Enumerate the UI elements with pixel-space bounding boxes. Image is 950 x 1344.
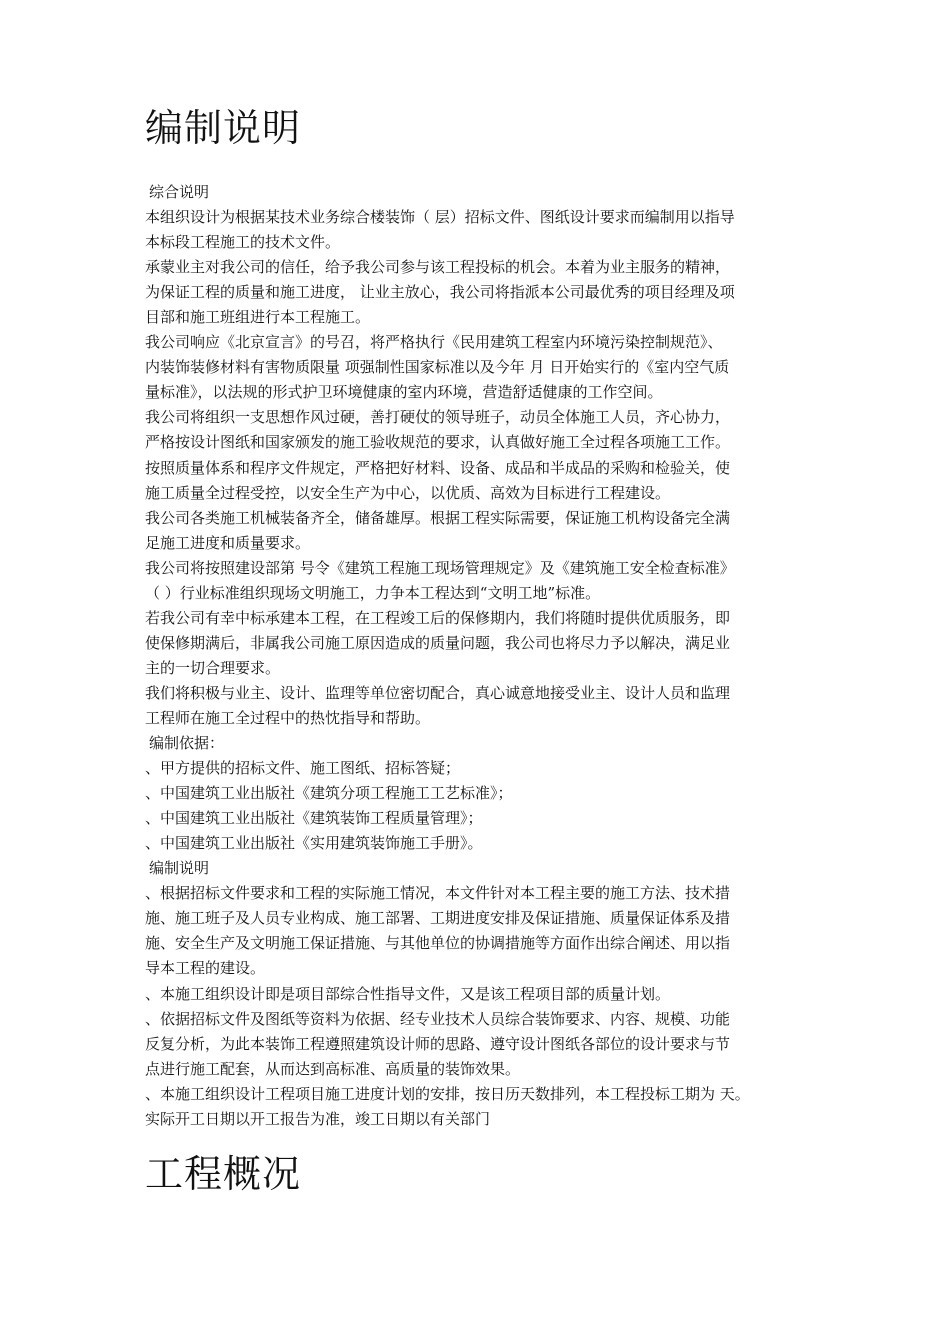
text-line: 导本工程的建设。 — [145, 959, 266, 978]
heading-project-overview: 工程概况 — [145, 1151, 302, 1196]
text-line: 点进行施工配套，从而达到高标准、高质量的装饰效果。 — [145, 1059, 521, 1078]
text-line: 足施工进度和质量要求。 — [145, 533, 311, 552]
text-line: 若我公司有幸中标承建本工程，在工程竣工后的保修期内，我们将随时提供优质服务，即 — [145, 608, 731, 627]
text-line: 目部和施工班组进行本工程施工。 — [145, 308, 371, 327]
text-line: 施、安全生产及文明施工保证措施、与其他单位的协调措施等方面作出综合阐述、用以指 — [145, 934, 731, 953]
heading-compilation-notes: 编制说明 — [145, 106, 302, 150]
text-line: 工程师在施工全过程中的热忱指导和帮助。 — [145, 708, 431, 727]
text-line: 我公司响应《北京宣言》的号召，将严格执行《民用建筑工程室内环境污染控制规范》、 — [145, 333, 723, 352]
text-line: 、依据招标文件及图纸等资料为依据、经专业技术人员综合装饰要求、内容、规模、功能 — [145, 1009, 731, 1028]
text-line: 严格按设计图纸和国家颁发的施工验收规范的要求，认真做好施工全过程各项施工工作。 — [145, 433, 731, 452]
text-line: 、甲方提供的招标文件、施工图纸、招标答疑； — [145, 759, 461, 778]
text-line: 为保证工程的质量和施工进度， 让业主放心，我公司将指派本公司最优秀的项目经理及项 — [145, 283, 735, 302]
text-line: 本标段工程施工的技术文件。 — [145, 233, 341, 252]
text-line: 、根据招标文件要求和工程的实际施工情况，本文件针对本工程主要的施工方法、技术措 — [145, 884, 731, 903]
text-line: 我公司各类施工机械装备齐全，储备雄厚。根据工程实际需要，保证施工机构设备完全满 — [145, 508, 731, 527]
text-line: 反复分析，为此本装饰工程遵照建筑设计师的思路、遵守设计图纸各部位的设计要求与节 — [145, 1034, 731, 1053]
section-label: 综合说明 — [149, 183, 210, 201]
text-line: 内装饰装修材料有害物质限量 项强制性国家标准以及今年 月 日开始实行的《室内空气质 — [145, 358, 730, 377]
text-line: 施、施工班子及人员专业构成、施工部署、工期进度安排及保证措施、质量保证体系及措 — [145, 909, 731, 928]
text-line: 施工质量全过程受控，以安全生产为中心，以优质、高效为目标进行工程建设。 — [145, 483, 671, 502]
document-page — [145, 0, 825, 1196]
text-line: 使保修期满后，非属我公司施工原因造成的质量问题，我公司也将尽力予以解决，满足业 — [145, 633, 731, 652]
text-line: 量标准》，以法规的形式护卫环境健康的室内环境，营造舒适健康的工作空间。 — [145, 383, 663, 402]
text-line: 按照质量体系和程序文件规定，严格把好材料、设备、成品和半成品的采购和检验关，使 — [145, 458, 731, 477]
text-line: 我公司将按照建设部第 号令《建筑工程施工现场管理规定》及《建筑施工安全检查标准》 — [145, 558, 735, 577]
section-label: 编制依据： — [149, 734, 225, 753]
text-line: 本组织设计为根据某技术业务综合楼装饰（ 层）招标文件、图纸设计要求而编制用以指导 — [145, 208, 735, 227]
text-line: 我们将积极与业主、设计、监理等单位密切配合，真心诚意地接受业主、设计人员和监理 — [145, 683, 731, 702]
text-line: 实际开工日期以开工报告为准，竣工日期以有关部门 — [145, 1109, 491, 1128]
text-line: 、中国建筑工业出版社《建筑装饰工程质量管理》； — [145, 809, 483, 828]
text-line: 我公司将组织一支思想作风过硬，善打硬仗的领导班子，动员全体施工人员，齐心协力， — [145, 408, 731, 427]
text-line: 、本施工组织设计工程项目施工进度计划的安排，按日历天数排列，本工程投标工期为 天。 — [145, 1084, 750, 1103]
text-line: 承蒙业主对我公司的信任，给予我公司参与该工程投标的机会。本着为业主服务的精神， — [145, 258, 731, 277]
text-line: 、中国建筑工业出版社《实用建筑装饰施工手册》。 — [145, 834, 483, 853]
section-label: 编制说明 — [149, 859, 210, 878]
text-line: 主的一切合理要求。 — [145, 658, 281, 677]
text-line: 、中国建筑工业出版社《建筑分项工程施工工艺标准》； — [145, 784, 513, 803]
text-line: 、本施工组织设计即是项目部综合性指导文件，又是该工程项目部的质量计划。 — [145, 984, 671, 1003]
body-text — [145, 180, 825, 1132]
text-line: （ ）行业标准组织现场文明施工，力争本工程达到“文明工地”标准。 — [145, 583, 601, 602]
